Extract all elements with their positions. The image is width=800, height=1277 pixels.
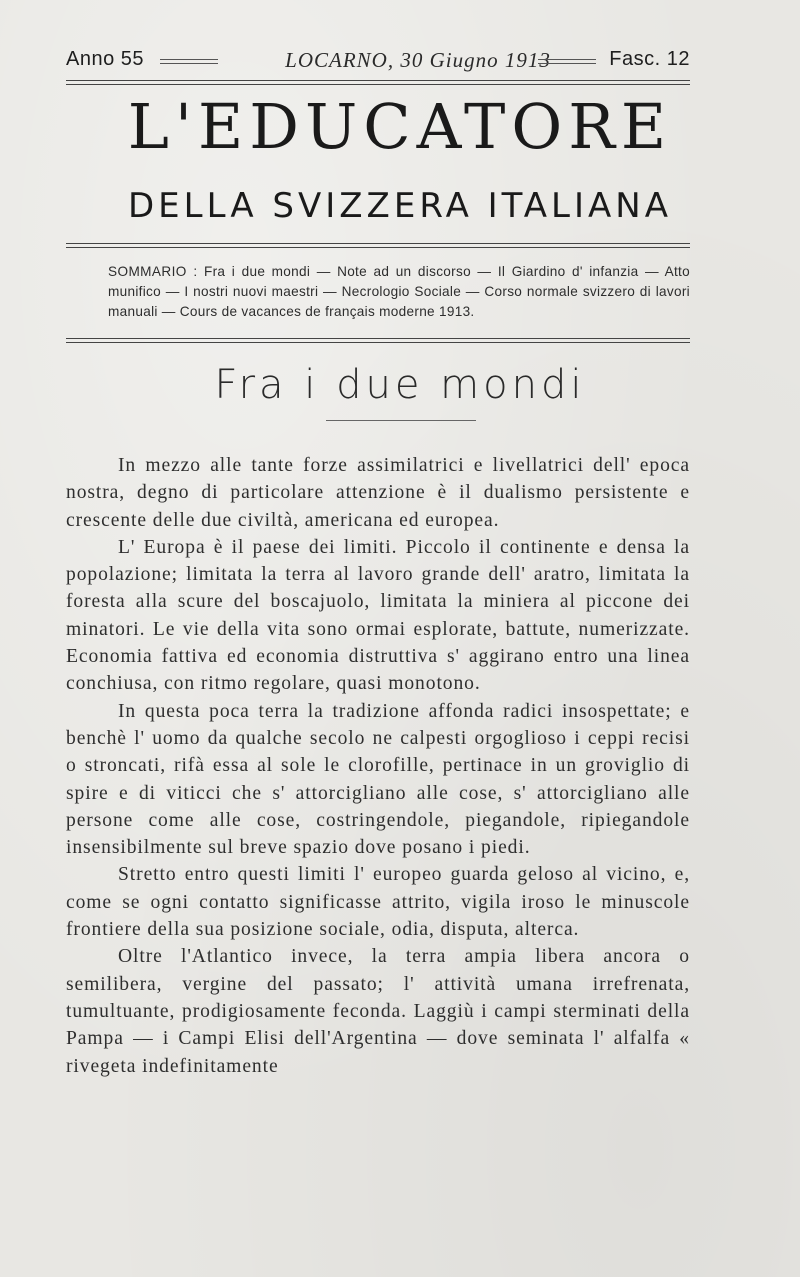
issue-number: Fasc. 12 — [609, 48, 690, 70]
masthead-title: L'EDUCATORE — [127, 90, 673, 163]
paragraph: L' Europa è il paese dei limiti. Piccolo il continente e densa la popolazione; limitata la terra al lavoro grande dell' aratro, limitata la foresta alla scure del boscajuolo, limitata la miniera al piccone dei minatori. Le vie della vita sono ormai esplorate, battute, numerizzate. Economia fattiva ed economia distruttiva s' aggirano entro una linea conchiusa, con ritmo regolare, quasi monotono. — [66, 536, 690, 695]
masthead-divider — [66, 243, 690, 248]
title-underline — [326, 420, 476, 421]
paragraph: Oltre l'Atlantico invece, la terra ampia libera ancora o semilibera, vergine del passato; l' attività umana irrefrenata, tumultuante, prodigiosamente feconda. Laggiù i campi sterminati della Pampa — i Campi Elisi dell'Argentina — dove seminata l' alfalfa « rivegeta indefinitamente — [66, 946, 690, 1077]
toc-label: SOMMARIO : — [108, 264, 198, 279]
toc-text: Fra i due mondi — Note ad un discorso — Il Giardino d' infanzia — Atto munifico — I nostri nuovi maestri — Necrologio Sociale — Corso normale svizzero di lavori manuali — Cours de vacances de français moderne 1913. — [108, 264, 690, 319]
header-rule-right — [538, 59, 596, 64]
issue-header — [66, 48, 690, 74]
article-title: Fra i due mondi — [214, 362, 586, 408]
toc-divider — [66, 338, 690, 343]
issue-place-date: LOCARNO, 30 Giugno 1913 — [285, 48, 551, 72]
masthead-subtitle: DELLA SVIZZERA ITALIANA — [128, 186, 672, 226]
article-body — [66, 452, 690, 1080]
table-of-contents — [108, 262, 690, 322]
paragraph: In mezzo alle tante forze assimilatrici e livellatrici dell' epoca nostra, degno di particolare attenzione è il dualismo persistente e crescente delle due civiltà, americana ed europea. — [66, 455, 690, 531]
header-divider — [66, 80, 690, 85]
paragraph: Stretto entro questi limiti l' europeo guarda geloso al vicino, e, come se ogni contatto significasse attrito, vigila iroso le minuscole frontiere della sua posizione sociale, odia, disputa, alterca. — [66, 864, 690, 941]
header-rule-left — [160, 59, 218, 64]
issue-year: Anno 55 — [66, 48, 145, 70]
paragraph: In questa poca terra la tradizione affonda radici insospettate; e benchè l' uomo da qualche secolo ne calpesti orgoglioso i ceppi recisi o stroncati, rifà essa al sole le clorofille, pertinace in un groviglio di spire e di viticci che s' attorcigliano alle cose, s' attorcigliano alle persone come alle cose, costringendole, piegandole, ripiegandole insensibilmente sul breve spazio dove posano i piedi. — [66, 700, 690, 859]
